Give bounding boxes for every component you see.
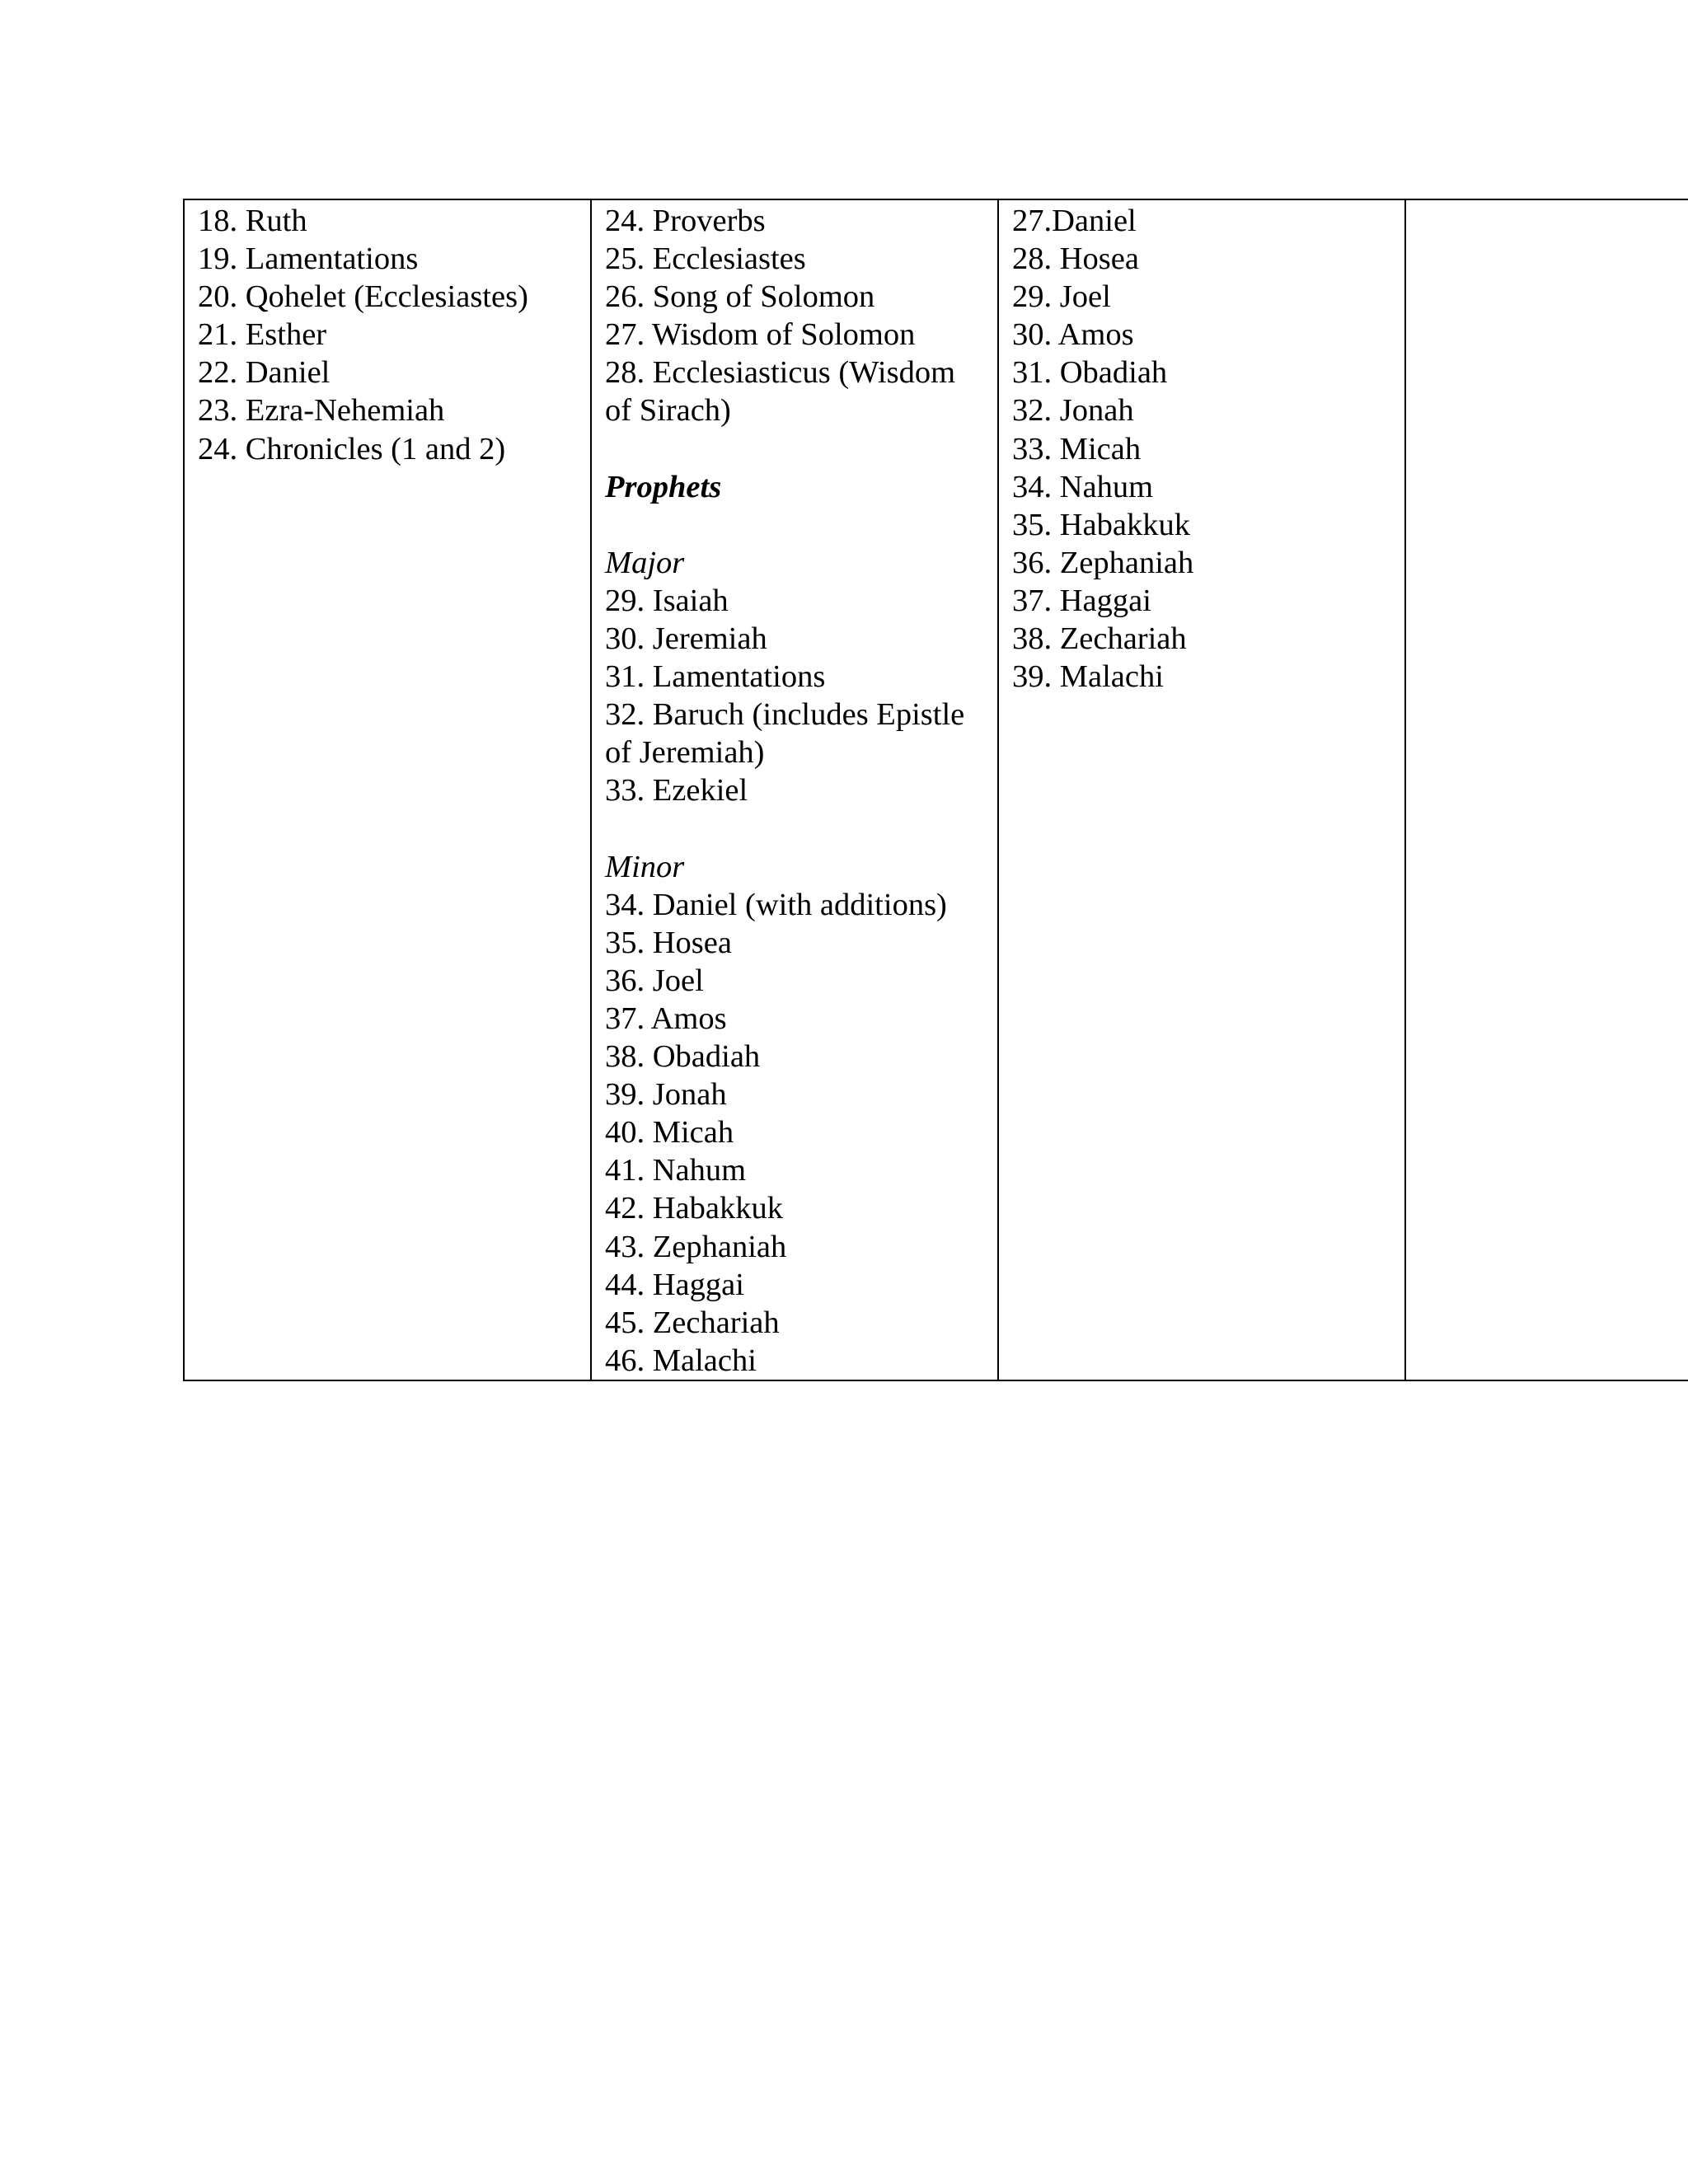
list-item: 21. Esther [198, 317, 327, 353]
list-item: 33. Micah [1012, 431, 1142, 466]
list-item: 32. Jonah [1012, 393, 1134, 429]
list-item: 40. Micah [605, 1115, 734, 1151]
list-item: 31. Lamentations [605, 659, 826, 695]
list-item: 34. Daniel (with additions) [605, 887, 947, 922]
list-item: 31. Obadiah [1012, 355, 1168, 391]
list-item: 45. Zechariah [605, 1305, 780, 1340]
spacer [605, 430, 989, 468]
list-item: 36. Zephaniah [1012, 545, 1194, 580]
list-item: 37. Amos [605, 1001, 727, 1036]
list-item: 27. Wisdom of Solomon [605, 317, 916, 353]
list-item: 24. Proverbs [605, 204, 766, 238]
canon-comparison-table [183, 199, 1688, 1381]
list-item: 30. Jeremiah [605, 621, 767, 657]
list-item: 35. Habakkuk [1012, 507, 1190, 542]
list-item: 24. Chronicles (1 and 2) [198, 431, 506, 466]
list-item: 36. Joel [605, 963, 704, 998]
list-item: 46. Malachi [605, 1343, 757, 1378]
list-item: 20. Qohelet (Ecclesiastes) [198, 279, 528, 315]
list-item: 38. Zechariah [1012, 621, 1187, 657]
list-item: 28. Hosea [1012, 241, 1139, 277]
table-cell-col1 [184, 199, 591, 1380]
list-item: 33. Ezekiel [605, 773, 748, 808]
list-item: 32. Baruch (includes Epistle of Jeremiah) [605, 697, 965, 771]
major-prophets-heading: Major [605, 545, 685, 580]
spacer [605, 506, 989, 544]
table-cell-col4 [1405, 199, 1688, 1380]
table-cell-col2 [591, 199, 998, 1380]
list-item: 23. Ezra-Nehemiah [198, 393, 445, 429]
list-item: 39. Malachi [1012, 659, 1164, 695]
list-item: 41. Nahum [605, 1153, 747, 1188]
list-item: 37. Haggai [1012, 583, 1151, 618]
list-item: 28. Ecclesiasticus (Wisdom of Sirach) [605, 355, 956, 429]
list-item: 29. Joel [1012, 279, 1111, 315]
spacer [605, 810, 989, 848]
list-item: 34. Nahum [1012, 469, 1154, 504]
list-item: 18. Ruth [198, 204, 307, 238]
table-row [184, 199, 1688, 1380]
list-item: 39. Jonah [605, 1077, 727, 1113]
minor-prophets-heading: Minor [605, 849, 685, 884]
list-item: 30. Amos [1012, 317, 1134, 353]
list-item: 25. Ecclesiastes [605, 241, 806, 277]
list-item: 27.Daniel [1012, 204, 1137, 238]
list-item: 42. Habakkuk [605, 1191, 783, 1226]
prophets-heading: Prophets [605, 469, 722, 504]
list-item: 35. Hosea [605, 925, 732, 960]
list-item: 22. Daniel [198, 355, 331, 391]
list-item: 43. Zephaniah [605, 1229, 787, 1264]
list-item: 44. Haggai [605, 1267, 744, 1302]
list-item: 19. Lamentations [198, 241, 419, 277]
list-item: 38. Obadiah [605, 1039, 761, 1075]
list-item: 29. Isaiah [605, 583, 729, 618]
table-cell-col3 [998, 199, 1405, 1380]
list-item: 26. Song of Solomon [605, 279, 875, 315]
